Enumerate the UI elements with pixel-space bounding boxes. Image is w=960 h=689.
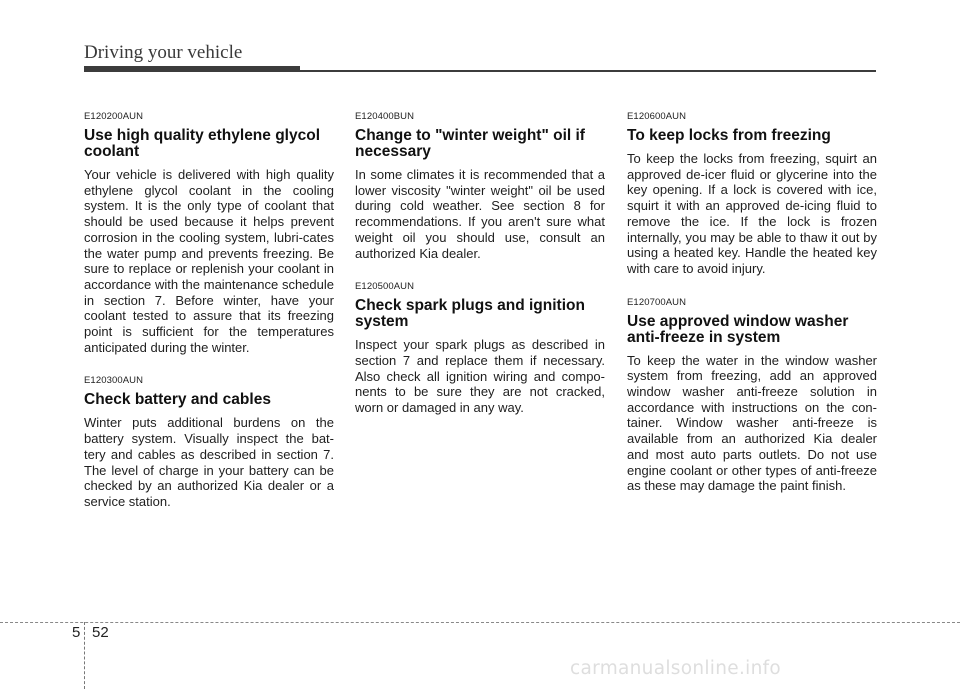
section-code: E120500AUN (355, 281, 415, 293)
section-heading: To keep locks from freezing (627, 127, 831, 144)
section-locks (627, 111, 877, 277)
section-heading: Check spark plugs and ignition system (355, 297, 585, 331)
section-heading: Change to "winter weight" oil if necessary (355, 127, 585, 160)
section-heading: Check battery and cables (84, 391, 271, 409)
section-body: To keep the locks from freezing, squirt an approved de-icer fluid or glycerine into the key opening. If a lock is covered with ice, squirt it with an approved de-icing fluid to remove the ice. If the lock is frozen internally, you may be able to thaw it out by using a heated key. Handle the heated key with care to avoid injury. (627, 151, 877, 276)
section-coolant (84, 111, 334, 355)
section-battery (84, 375, 334, 509)
section-code: E120600AUN (627, 111, 687, 122)
column-middle (355, 111, 605, 436)
page-number: 52 (92, 624, 109, 641)
section-code: E120300AUN (84, 375, 144, 387)
section-heading: Use high quality ethylene glycol coolant (84, 127, 320, 160)
section-body: Winter puts additional burdens on the battery system. Visually inspect the bat-tery and cables as described in section 7. The level of charge in your battery can be checked by an authorized Kia dealer or a service station. (84, 415, 334, 509)
chapter-number: 5 (72, 624, 81, 641)
header-bar-thin (300, 70, 876, 72)
watermark: carmanualsonline.info (570, 658, 782, 679)
section-body: Your vehicle is delivered with high quality ethylene glycol coolant in the cooling system. It is the only type of coolant that should be used because it helps prevent corrosion in the cooling system, lubri-cates the water pump and prevents freezing. Be sure to replace or replenish your coolant in accordance with the maintenance schedule in section 7. Before winter, have your coolant tested to assure that its freezing point is sufficient for the temperatures anticipated during the winter. (84, 167, 334, 355)
column-right (627, 111, 877, 514)
section-code: E120200AUN (84, 111, 144, 122)
footer-rule (0, 622, 960, 623)
footer-divider (84, 622, 86, 689)
section-code: E120700AUN (627, 296, 687, 308)
section-washer-antifreeze (627, 297, 877, 494)
section-winter-oil (355, 111, 605, 261)
section-code: E120400BUN (355, 111, 415, 122)
section-spark-plugs (355, 281, 605, 416)
header-bar-thick (84, 66, 300, 72)
section-body: Inspect your spark plugs as described in section 7 and replace them if necessary. Also check all ignition wiring and compo-nents to be sure they are not cracked, worn or damaged in any way. (355, 337, 605, 416)
page-header-title: Driving your vehicle (84, 42, 243, 63)
section-heading: Use approved window washer anti-freeze in system (627, 312, 849, 346)
section-body: In some climates it is recommended that a lower viscosity "winter weight" oil be used during cold weather. See section 8 for recommendations. If you aren't sure what weight oil you should use, consult an authorized Kia dealer. (355, 167, 605, 261)
section-body: To keep the water in the window washer system from freezing, add an approved window washer anti-freeze solution in accordance with instructions on the con-tainer. Window washer anti-freeze is available from an authorized Kia dealer and most auto parts outlets. Do not use engine coolant or other types of anti-freeze as these may damage the paint finish. (627, 352, 877, 494)
column-left (84, 111, 334, 530)
